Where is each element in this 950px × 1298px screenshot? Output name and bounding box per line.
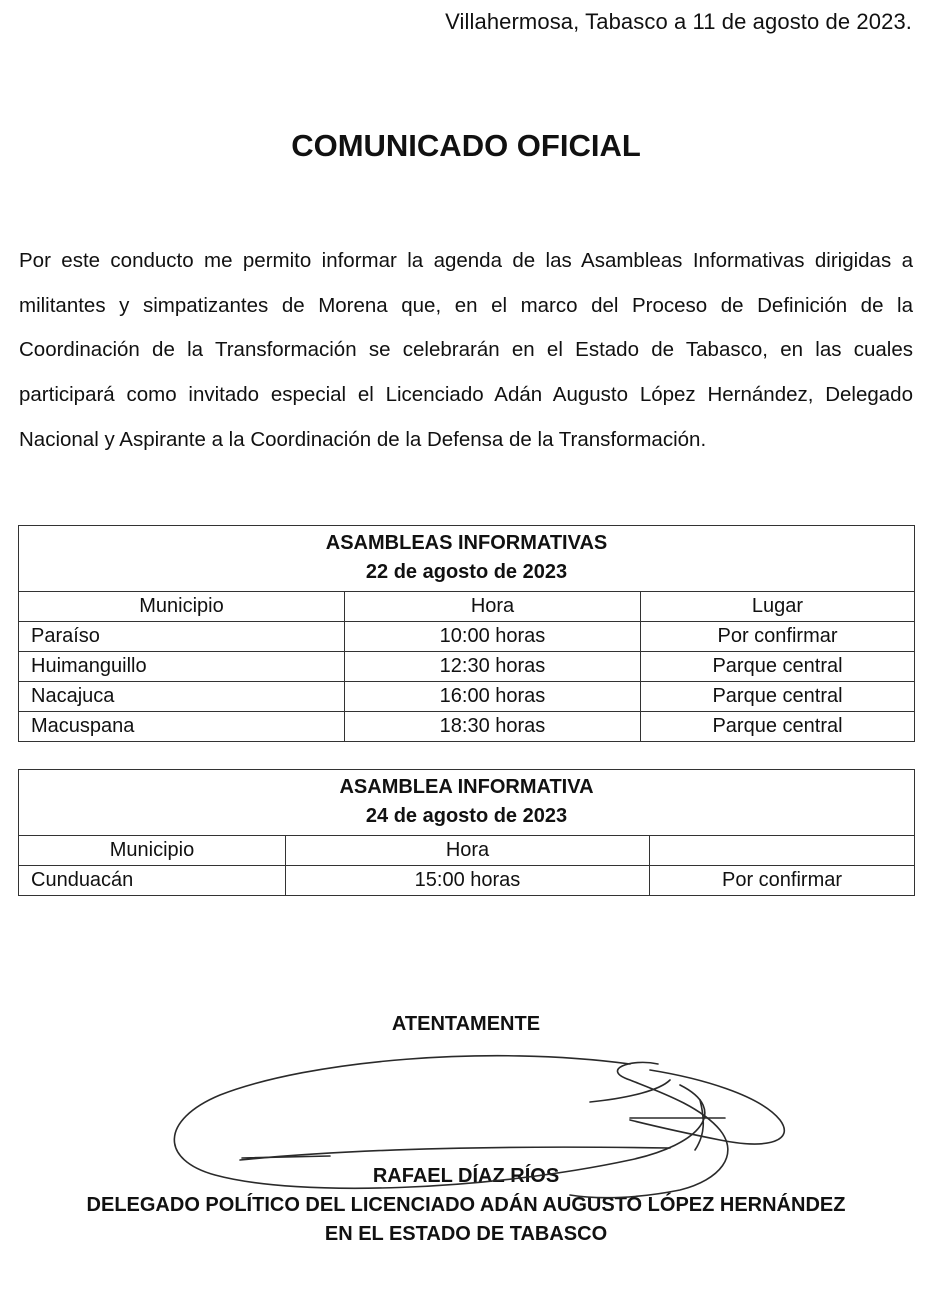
agenda-table-1 bbox=[18, 525, 915, 742]
table-row bbox=[19, 866, 915, 896]
table-date: 24 de agosto de 2023 bbox=[365, 805, 568, 827]
table-date: 22 de agosto de 2023 bbox=[365, 561, 568, 583]
signer-name: RAFAEL DÍAZ RÍOS bbox=[372, 1165, 560, 1187]
signer-location: EN EL ESTADO DE TABASCO bbox=[324, 1223, 608, 1245]
column-header-lugar: Lugar bbox=[641, 592, 915, 622]
cell-municipio: Cunduacán bbox=[19, 866, 286, 896]
handwritten-signature-icon bbox=[160, 1040, 800, 1210]
cell-municipio: Huimanguillo bbox=[19, 652, 345, 682]
cell-lugar: Parque central bbox=[641, 652, 915, 682]
cell-hora: 10:00 horas bbox=[345, 622, 641, 652]
table-title-row bbox=[19, 770, 915, 836]
cell-hora: 12:30 horas bbox=[345, 652, 641, 682]
signer-position: DELEGADO POLÍTICO DEL LICENCIADO ADÁN AUGUSTO LÓPEZ HERNÁNDEZ bbox=[86, 1194, 846, 1216]
column-header-municipio: Municipio bbox=[19, 592, 345, 622]
column-header-empty bbox=[650, 836, 915, 866]
cell-lugar: Por confirmar bbox=[641, 622, 915, 652]
document-title: COMUNICADO OFICIAL bbox=[291, 128, 641, 163]
cell-hora: 16:00 horas bbox=[345, 682, 641, 712]
table-title-cell bbox=[19, 526, 915, 592]
place-date: Villahermosa, Tabasco a 11 de agosto de 2023. bbox=[445, 9, 912, 34]
closing-salutation: ATENTAMENTE bbox=[391, 1013, 541, 1035]
column-header-hora: Hora bbox=[345, 592, 641, 622]
cell-municipio: Macuspana bbox=[19, 712, 345, 742]
cell-hora: 18:30 horas bbox=[345, 712, 641, 742]
agenda-table-2 bbox=[18, 769, 915, 896]
table-row bbox=[19, 682, 915, 712]
cell-municipio: Nacajuca bbox=[19, 682, 345, 712]
body-paragraph: Por este conducto me permito informar la agenda de las Asambleas Informativas dirigidas a militantes y simpatizantes de Morena que, en el marco del Proceso de Definición de la Coordinación de la Transformación se celebrarán en el Estado de Tabasco, en las cuales participará como invitado especial el Licenciado Adán Augusto López Hernández, Delegado Nacional y Aspirante a la Coordinación de la Defensa de la Transformación. bbox=[19, 249, 913, 451]
table-header-row bbox=[19, 592, 915, 622]
table-header-row bbox=[19, 836, 915, 866]
table-row bbox=[19, 622, 915, 652]
column-header-hora: Hora bbox=[286, 836, 650, 866]
cell-municipio: Paraíso bbox=[19, 622, 345, 652]
table-title-row bbox=[19, 526, 915, 592]
table-title-cell bbox=[19, 770, 915, 836]
column-header-municipio: Municipio bbox=[19, 836, 286, 866]
table-row bbox=[19, 652, 915, 682]
cell-lugar: Parque central bbox=[641, 682, 915, 712]
table-title: ASAMBLEA INFORMATIVA bbox=[339, 776, 594, 798]
cell-lugar: Parque central bbox=[641, 712, 915, 742]
table-row bbox=[19, 712, 915, 742]
cell-lugar: Por confirmar bbox=[650, 866, 915, 896]
table-title: ASAMBLEAS INFORMATIVAS bbox=[325, 532, 608, 554]
cell-hora: 15:00 horas bbox=[286, 866, 650, 896]
